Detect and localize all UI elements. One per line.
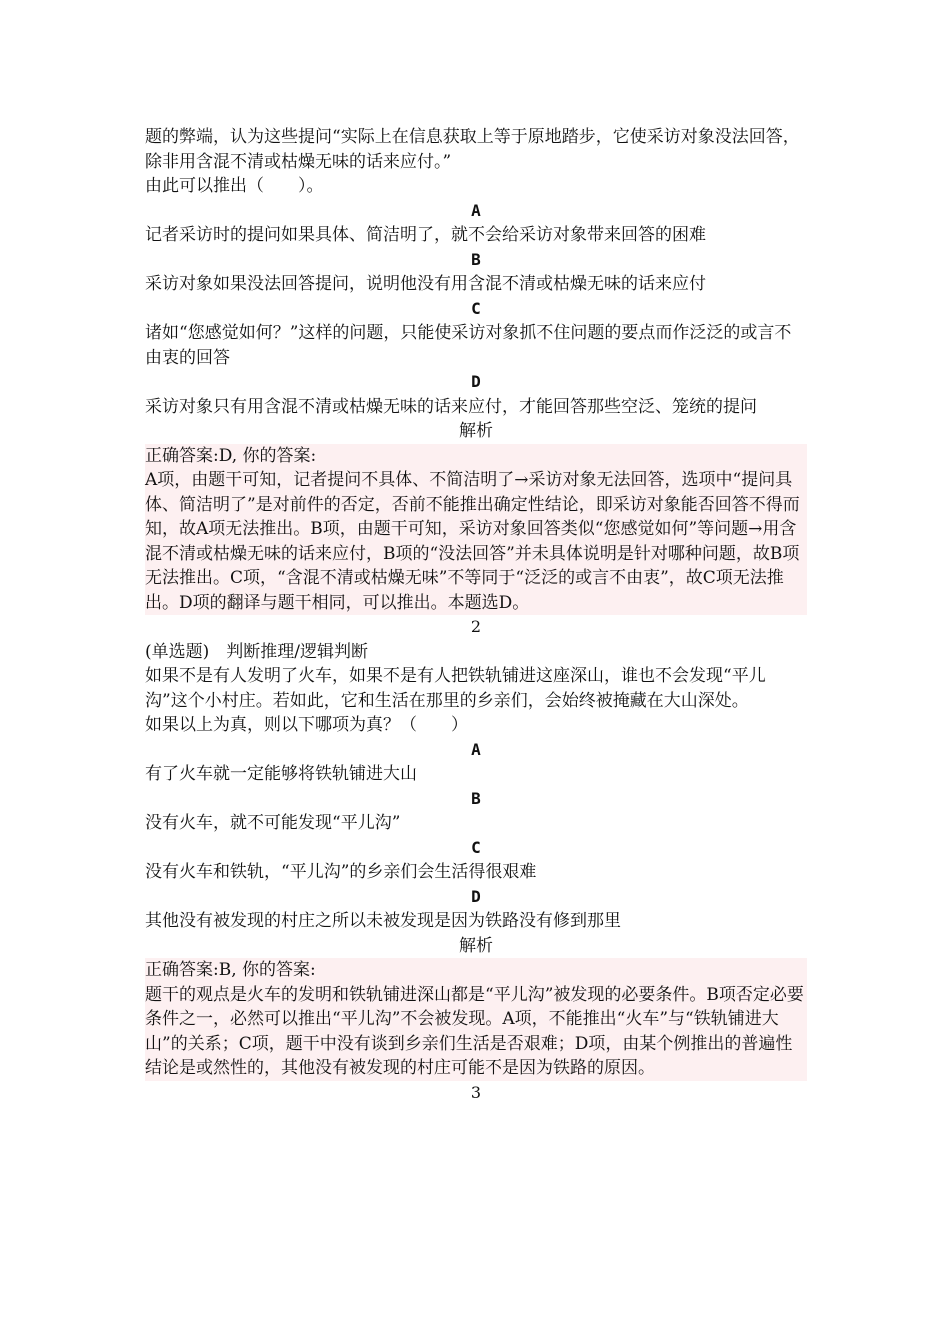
- q2-option-a-label: A: [471, 739, 481, 759]
- q1-analysis-title: 解析: [459, 421, 493, 441]
- q2-analysis-title: 解析: [459, 935, 493, 956]
- q1-option-b-label: B: [471, 249, 481, 269]
- q1-option-b-text: 采访对象如果没法回答提问，说明他没有用含混不清或枯燥无味的话来应付: [145, 274, 706, 294]
- q2-option-a-text: 有了火车就一定能够将铁轨铺进大山: [145, 764, 417, 784]
- q2-option-d-label: D: [471, 886, 481, 906]
- q2-option-c-text: 没有火车和铁轨，“平儿沟”的乡亲们会生活得很艰难: [145, 862, 537, 882]
- q1-stem: 题的弊端，认为这些提问“实际上在信息获取上等于原地踏步，它使采访对象没法回答，除非用含混不清或枯燥无味的话来应付。”: [145, 127, 800, 172]
- q1-option-c-text: 诸如“您感觉如何？”这样的问题，只能使采访对象抓不住问题的要点而作泛泛的或言不由衷的回答: [145, 323, 792, 368]
- q1-option-d-label: D: [471, 372, 481, 391]
- q2-option-c-label: C: [471, 837, 481, 857]
- q2-explanation: 题干的观点是火车的发明和铁轨铺进深山都是“平儿沟”被发现的必要条件。B项否定必要条件之一，必然可以推出“平儿沟”不会被发现。A项，不能推出“火车”与“铁轨铺进大山”的关系；C项，题干中没有谈到乡亲们生活是否艰难；D项，由某个例推出的普遍性结论是或然性的，其他没有被发现的村庄可能不是因为铁路的原因。: [145, 984, 804, 1078]
- q1-option-a-label: A: [471, 200, 481, 220]
- q2-option-b-label: B: [471, 788, 481, 808]
- q2-stem: 如果不是有人发明了火车，如果不是有人把铁轨铺进这座深山，谁也不会发现“平儿沟”这个小村庄。若如此，它和生活在那里的乡亲们，会始终被掩藏在大山深处。: [145, 666, 766, 711]
- q2-analysis-box: [145, 958, 807, 1081]
- q2-option-d-text: 其他没有被发现的村庄之所以未被发现是因为铁路没有修到那里: [145, 911, 621, 931]
- q2-number: 2: [470, 617, 482, 636]
- q1-explanation: A项，由题干可知，记者提问不具体、不简洁明了→采访对象无法回答，选项中“提问具体、简洁明了”是对前件的否定，否前不能推出确定性结论，即采访对象能否回答不得而知，故A项无法推出。B项，由题干可知，采访对象回答类似“您感觉如何”等问题→用含混不清或枯燥无味的话来应付，B项的“没法回答”并未具体说明是针对哪种问题，故B项无法推出。C项，“含混不清或枯燥无味”不等同于“泛泛的或言不由衷”，故C项无法推出。D项的翻译与题干相同，可以推出。本题选D。: [145, 470, 800, 613]
- q1-answer-line: 正确答案:D, 你的答案:: [145, 445, 317, 466]
- q1-option-c-label: C: [471, 298, 481, 318]
- q2-type-line: (单选题) 判断推理/逻辑判断: [145, 641, 368, 662]
- q2-option-b-text: 没有火车，就不可能发现“平儿沟”: [145, 813, 401, 833]
- document-page: [145, 125, 807, 1105]
- q2-answer-line: 正确答案:B, 你的答案:: [145, 960, 316, 980]
- q2-prompt: 如果以上为真，则以下哪项为真？（ ）: [145, 715, 468, 735]
- q3-number: 3: [470, 1082, 482, 1102]
- q1-option-d-text: 采访对象只有用含混不清或枯燥无味的话来应付，才能回答那些空泛、笼统的提问: [145, 396, 757, 417]
- q1-analysis-box: [145, 444, 807, 616]
- q1-option-a-text: 记者采访时的提问如果具体、简洁明了，就不会给采访对象带来回答的困难: [145, 225, 706, 245]
- q1-prompt: 由此可以推出（ ）。: [145, 176, 324, 196]
